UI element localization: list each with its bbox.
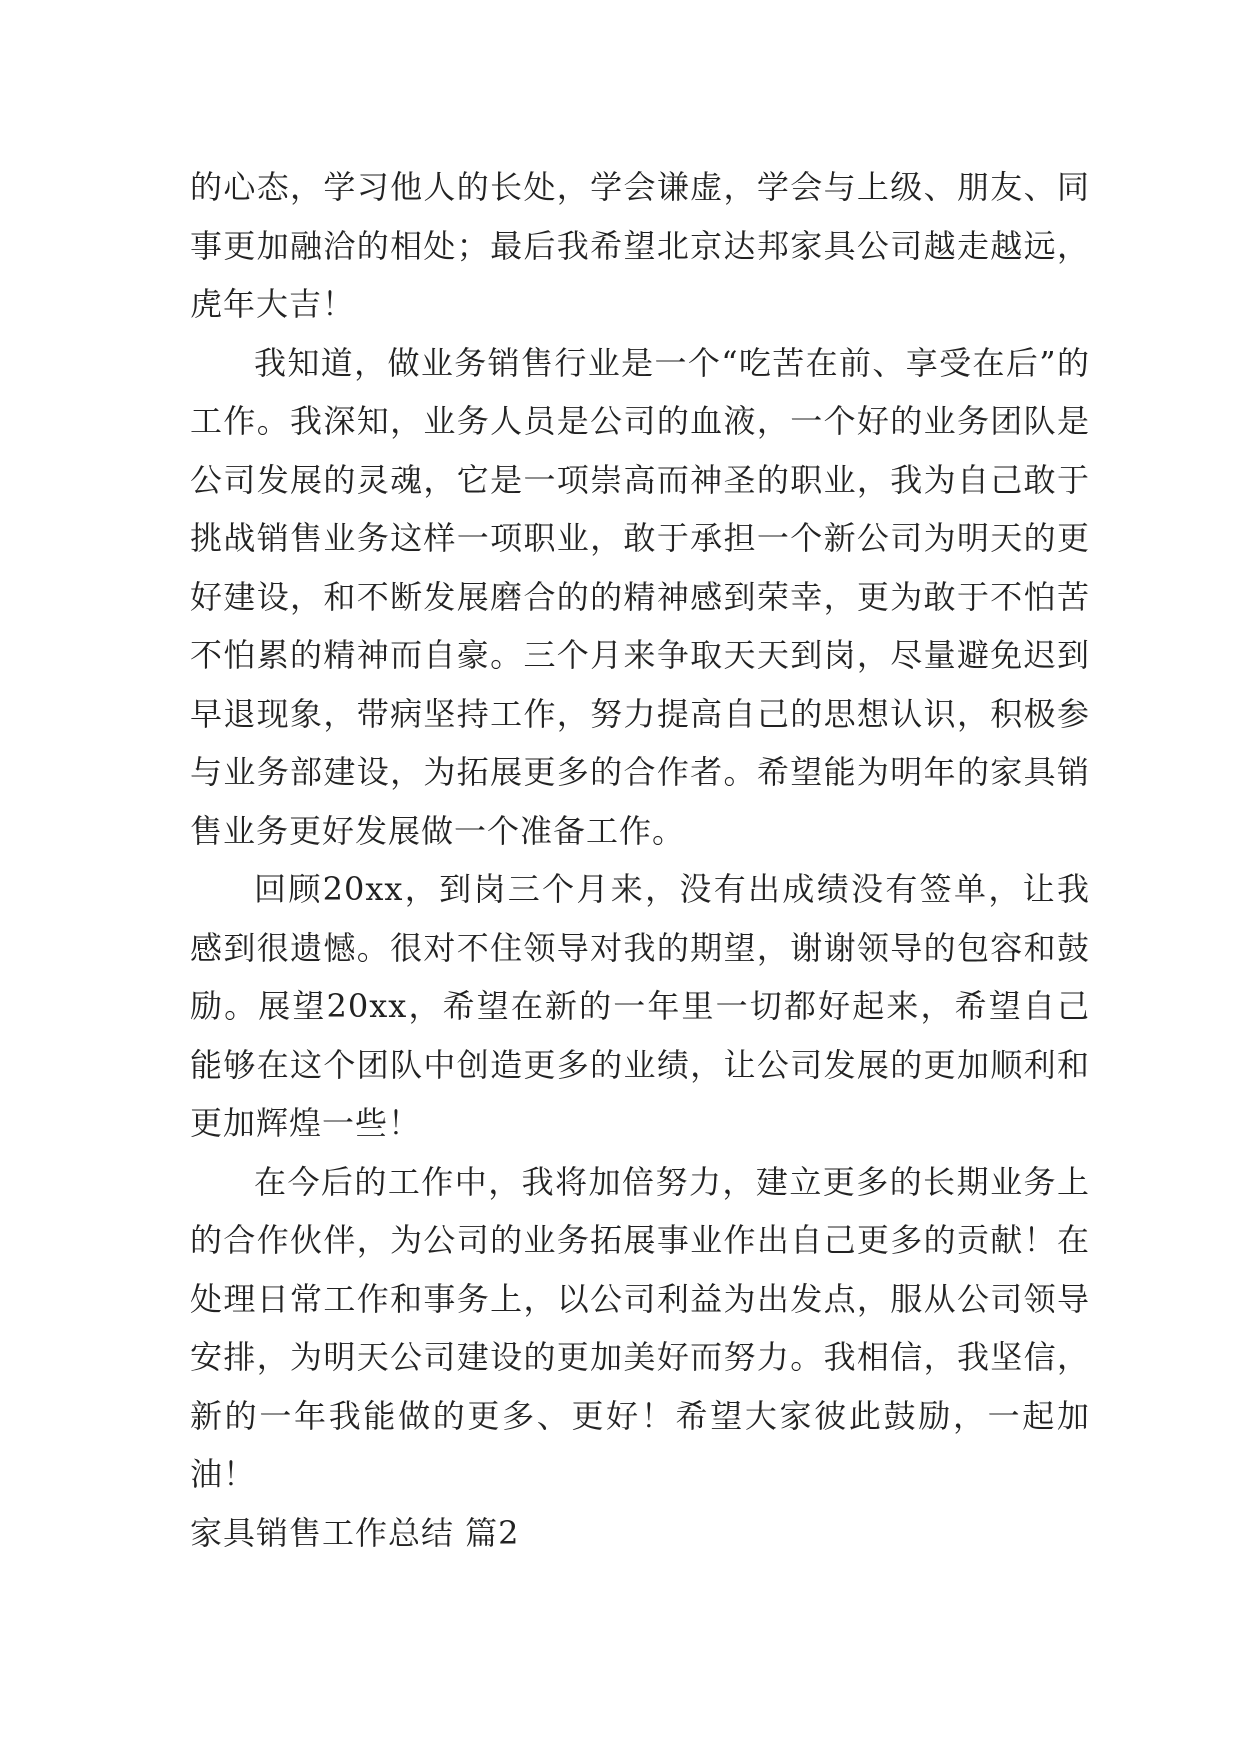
section-heading: 家具销售工作总结 篇2 — [190, 1513, 520, 1552]
paragraph-3: 回顾20xx，到岗三个月来，没有出成绩没有签单，让我感到很遗憾。很对不住领导对我的期望，谢谢领导的包容和鼓励。展望20xx，希望在新的一年里一切都好起来，希望自己能够在这个团队中创造更多的业绩，让公司发展的更加顺利和更加辉煌一些！ — [190, 870, 1090, 1142]
paragraph-2: 我知道，做业务销售行业是一个“吃苦在前、享受在后”的工作。我深知，业务人员是公司的血液，一个好的业务团队是公司发展的灵魂，它是一项崇高而神圣的职业，我为自己敢于挑战销售业务这样一项职业，敢于承担一个新公司为明天的更好建设，和不断发展磨合的的精神感到荣幸，更为敢于不怕苦不怕累的精神而自豪。三个月来争取天天到岗，尽量避免迟到早退现象，带病坚持工作，努力提高自己的思想认识，积极参与业务部建设，为拓展更多的合作者。希望能为明年的家具销售业务更好发展做一个准备工作。 — [190, 343, 1090, 850]
paragraph-4: 在今后的工作中，我将加倍努力，建立更多的长期业务上的合作伙伴，为公司的业务拓展事业作出自己更多的贡献！在处理日常工作和事务上，以公司利益为出发点，服从公司领导安排，为明天公司建设的更加美好而努力。我相信，我坚信，新的一年我能做的更多、更好！希望大家彼此鼓励，一起加油！ — [190, 1162, 1090, 1493]
paragraph-1: 的心态，学习他人的长处，学会谦虚，学会与上级、朋友、同事更加融洽的相处；最后我希望北京达邦家具公司越走越远，虎年大吉！ — [190, 168, 1090, 323]
document-body — [190, 158, 1090, 1562]
